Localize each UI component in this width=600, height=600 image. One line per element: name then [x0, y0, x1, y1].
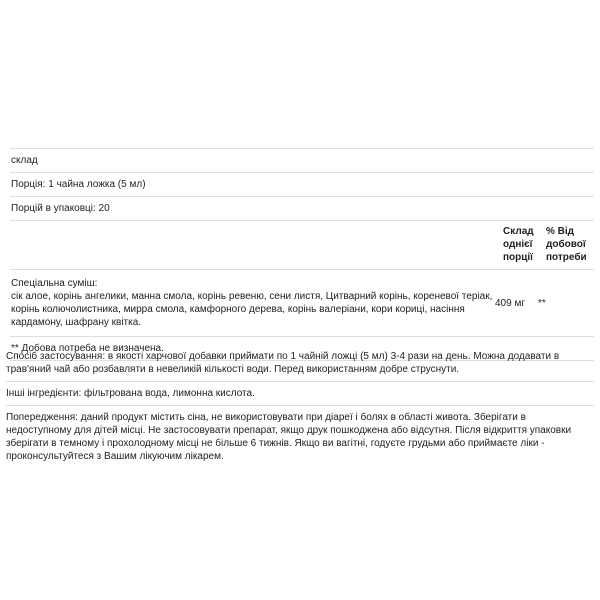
facts-table-header [10, 221, 594, 270]
ingredient-description: сік алое, корінь ангелики, манна смола, корінь ревеню, сени листя, Цитварний корінь, кореневої теріак, корінь колючолистника, мирра смола, камфорного дерева, корінь валеріани, кори кориці, насіння кардамону, шафрану квітка. [11, 291, 493, 328]
warning-section [6, 406, 594, 468]
facts-title-row [10, 148, 594, 173]
daily-value-footnote: ** Добова потреба не визначена. [11, 343, 164, 354]
servings-per-container-row [10, 197, 594, 221]
daily-value-column-header: % Від добової потреби [546, 226, 587, 263]
other-ingredients-text: Інші інгредієнти: фільтрована вода, лимонна кислота. [6, 388, 255, 399]
serving-size: Порція: 1 чайна ложка (5 мл) [11, 179, 146, 190]
supplement-facts-panel [10, 148, 594, 361]
servings-per-container: Порцій в упаковці: 20 [11, 203, 110, 214]
usage-section [6, 345, 594, 382]
warning-text: Попередження: даний продукт містить сіна, не використовувати при діареї і болях в області живота. Зберігати в недоступному для дітей місці. Не застосовувати препарат, якщо друк пошкоджена або відсутня. Після відкриття упаковки зберігати в темному і прохолодному місці не більше 6 тижнів. Якщо ви вагітні, годуєте грудьми або приймаєте ліки - проконсультуйтеся з Вашим лікуючим лікарем. [6, 412, 572, 462]
other-ingredients-section [6, 382, 594, 406]
product-notes [6, 345, 594, 468]
ingredient-cell [11, 277, 495, 329]
amount-column-header: Склад однієї порції [503, 226, 534, 263]
ingredient-amount: 409 мг [495, 297, 525, 309]
usage-text: Спосіб застосування: в якості харчової добавки приймати по 1 чайній ложці (5 мл) 3-4 рази на день. Можна додавати в трав'яний чай або розбавляти в невеликій кількості води. Перед використанням добре струснути. [6, 351, 560, 375]
facts-title: склад [11, 155, 38, 166]
ingredient-name: Спеціальна суміш: [11, 278, 98, 289]
ingredient-row [10, 270, 594, 337]
serving-size-row [10, 173, 594, 197]
ingredient-daily-value: ** [538, 297, 546, 309]
